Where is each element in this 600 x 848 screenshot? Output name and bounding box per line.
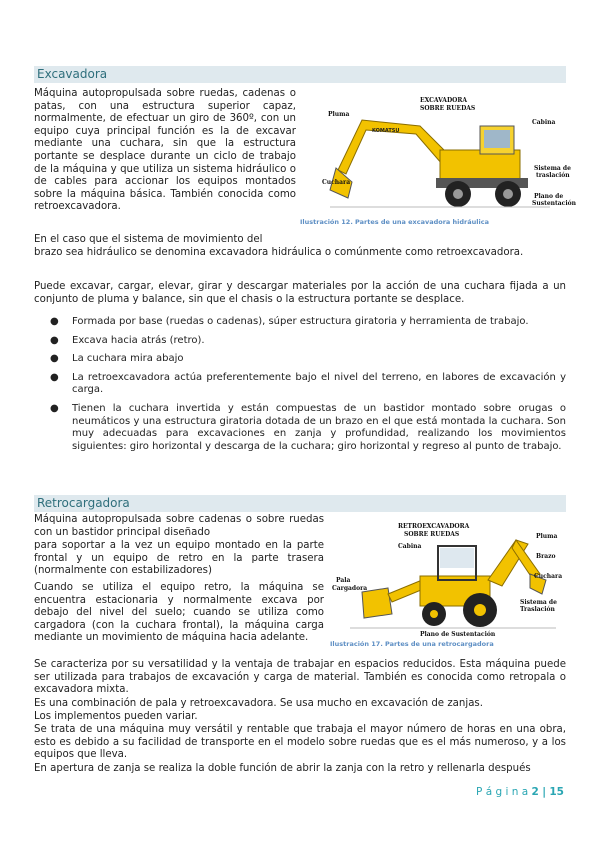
fig-title-1: EXCAVADORA: [420, 97, 468, 104]
loader-bucket: [362, 588, 392, 618]
bullet-item: [46, 335, 566, 348]
footer-total-pages: 15: [549, 786, 564, 798]
fig-title-2: SOBRE RUEDAS: [420, 105, 476, 112]
retro-para2: Cuando se utiliza el equipo retro, la máquina se encuentra estacionaria y normalmente excava por debajo del nivel del suelo; cuando se utiliza como cargadora (con la cuchara frontal), la máquina carga mediante un movimiento de máquina hacia adelante.: [34, 582, 324, 644]
retrocargadora-figure: [330, 518, 566, 650]
excavadora-definition: Máquina autopropulsada sobre ruedas, cadenas o patas, con una estructura superior capaz, normalmente, de efectuar un giro de 360º, con un equipo cuya principal función es la de excavar mediante una cuchara, sin que la estructura portante se desplace durante un ciclo de trabajo de la máquina y que utiliza un sistema hidráulico o de cables para accionar los equipos montados sobre la máquina básica. También conocida como retroexcavadora.: [34, 88, 296, 213]
fig2-title-1: RETROEXCAVADORA: [398, 523, 470, 530]
label2-pluma: Pluma: [536, 533, 558, 540]
retro-front-hub: [430, 610, 438, 618]
retro-para1-b: para soportar a la vez un equipo montado en la parte frontal y un equipo de retro en la parte trasera (normalmente con estabilizadores): [34, 540, 324, 577]
brand-label: KOMATSU: [372, 128, 400, 134]
label2-brazo: Brazo: [536, 553, 556, 560]
retro-para5: Los implementos pueden variar.: [34, 711, 198, 722]
label2-cabina: Cabina: [398, 543, 422, 550]
bullet-text: Excava hacia atrás (retro).: [72, 334, 205, 346]
section-heading-retrocargadora: Retrocargadora: [34, 495, 566, 512]
retro-cabin-glass: [440, 548, 474, 568]
retrocargadora-illustration: [330, 518, 566, 640]
label-cuchara: Cuchara: [322, 179, 351, 186]
bullet-text: La cuchara mira abajo: [72, 353, 184, 365]
excavadora-para2-b: brazo sea hidráulico se denomina excavadora hidráulica o comúnmente como retroexcavadora.: [34, 247, 524, 258]
excavadora-figure: [300, 90, 576, 228]
excavadora-para3: Puede excavar, cargar, elevar, girar y descargar materiales por la acción de una cuchara fijada a un conjunto de pluma y balance, sin que el chasis o la estructura portante se desplace.: [34, 281, 566, 305]
retro-para3: Se caracteriza por su versatilidad y la ventaja de trabajar en espacios reducidos. Esta máquina puede ser utilizada para trabajos de excavación y carga de material. También es conocida como retropala o excavadora mixta.: [34, 659, 566, 696]
excavadora-bullet-list: [46, 316, 566, 459]
retro-para7: En apertura de zanja se realiza la doble función de abrir la zanja con la retro y rellenarla después: [34, 763, 531, 774]
bullet-item: [46, 353, 566, 366]
front-hub: [453, 189, 463, 199]
excavadora-para2-a: En el caso que el sistema de movimiento del: [34, 234, 263, 245]
cabin-window: [484, 130, 510, 148]
retro-para1-a: Máquina autopropulsada sobre cadenas o sobre ruedas con un bastidor principal diseñado: [34, 514, 324, 538]
page-footer: [476, 786, 564, 798]
section-heading-excavadora: Excavadora: [34, 66, 566, 83]
label2-traslacion-1: Sistema de: [520, 599, 557, 606]
fig2-title-2: SOBRE RUEDAS: [404, 531, 460, 538]
bullet-icon: ●: [50, 316, 59, 327]
footer-separator: |: [542, 786, 547, 798]
label-cabina: Cabina: [532, 119, 556, 126]
bullet-item: [46, 372, 566, 397]
label2-pala-2: Cargadora: [332, 585, 368, 592]
bullet-text: La retroexcavadora actúa preferentemente bajo el nivel del terreno, en labores de excavación y carga.: [72, 371, 566, 396]
label-traslacion-2: traslación: [536, 172, 570, 179]
label-pluma: Pluma: [328, 111, 350, 118]
rear-hub: [503, 189, 513, 199]
excavadora-illustration: [300, 90, 576, 218]
bullet-icon: ●: [50, 353, 59, 365]
footer-page-word: P á g i n a: [476, 786, 529, 798]
label2-pala-1: Pala: [336, 577, 351, 584]
label-traslacion-1: Sistema de: [534, 165, 571, 172]
bullet-icon: ●: [50, 402, 59, 414]
footer-current-page: 2: [531, 786, 539, 798]
excavadora-caption: Ilustración 12. Partes de una excavadora hidráulica: [300, 218, 489, 226]
retrocargadora-caption: Ilustración 17. Partes de una retrocargadora: [330, 640, 494, 648]
retro-rear-hub: [474, 604, 486, 616]
bullet-text: Tienen la cuchara invertida y están compuestas de un bastidor montado sobre orugas o neumáticos y una estructura giratoria dotada de un brazo en el que está montada la cuchara. Son muy adecuadas para excavaciones en zanja y profundidad, realizando los movimientos siguientes: giro horizontal y descarga de la cuchara; giro horizontal y regreso al punto de trabajo.: [72, 402, 566, 452]
retro-para4: Es una combinación de pala y retroexcavadora. Se usa mucho en excavación de zanjas.: [34, 698, 483, 709]
bullet-icon: ●: [50, 334, 59, 346]
bullet-icon: ●: [50, 371, 59, 383]
label2-traslacion-2: Traslación: [520, 606, 555, 613]
bullet-item: [46, 403, 566, 453]
label2-cuchara: Cuchara: [534, 573, 563, 580]
bullet-item: [46, 316, 566, 329]
retro-para6: Se trata de una máquina muy versátil y rentable que trabaja el mayor número de horas en una obra, esto es debido a su facilidad de transporte en el modelo sobre ruedas que es el más numeroso, y a los equipos que lleva.: [34, 724, 566, 761]
label2-sustentacion: Plano de Sustentación: [420, 631, 496, 638]
label-sustentacion-1: Plano de: [534, 193, 564, 200]
label-sustentacion-2: Sustentación: [532, 200, 576, 207]
bullet-text: Formada por base (ruedas o cadenas), súper estructura giratoria y herramienta de trabajo.: [72, 316, 529, 327]
